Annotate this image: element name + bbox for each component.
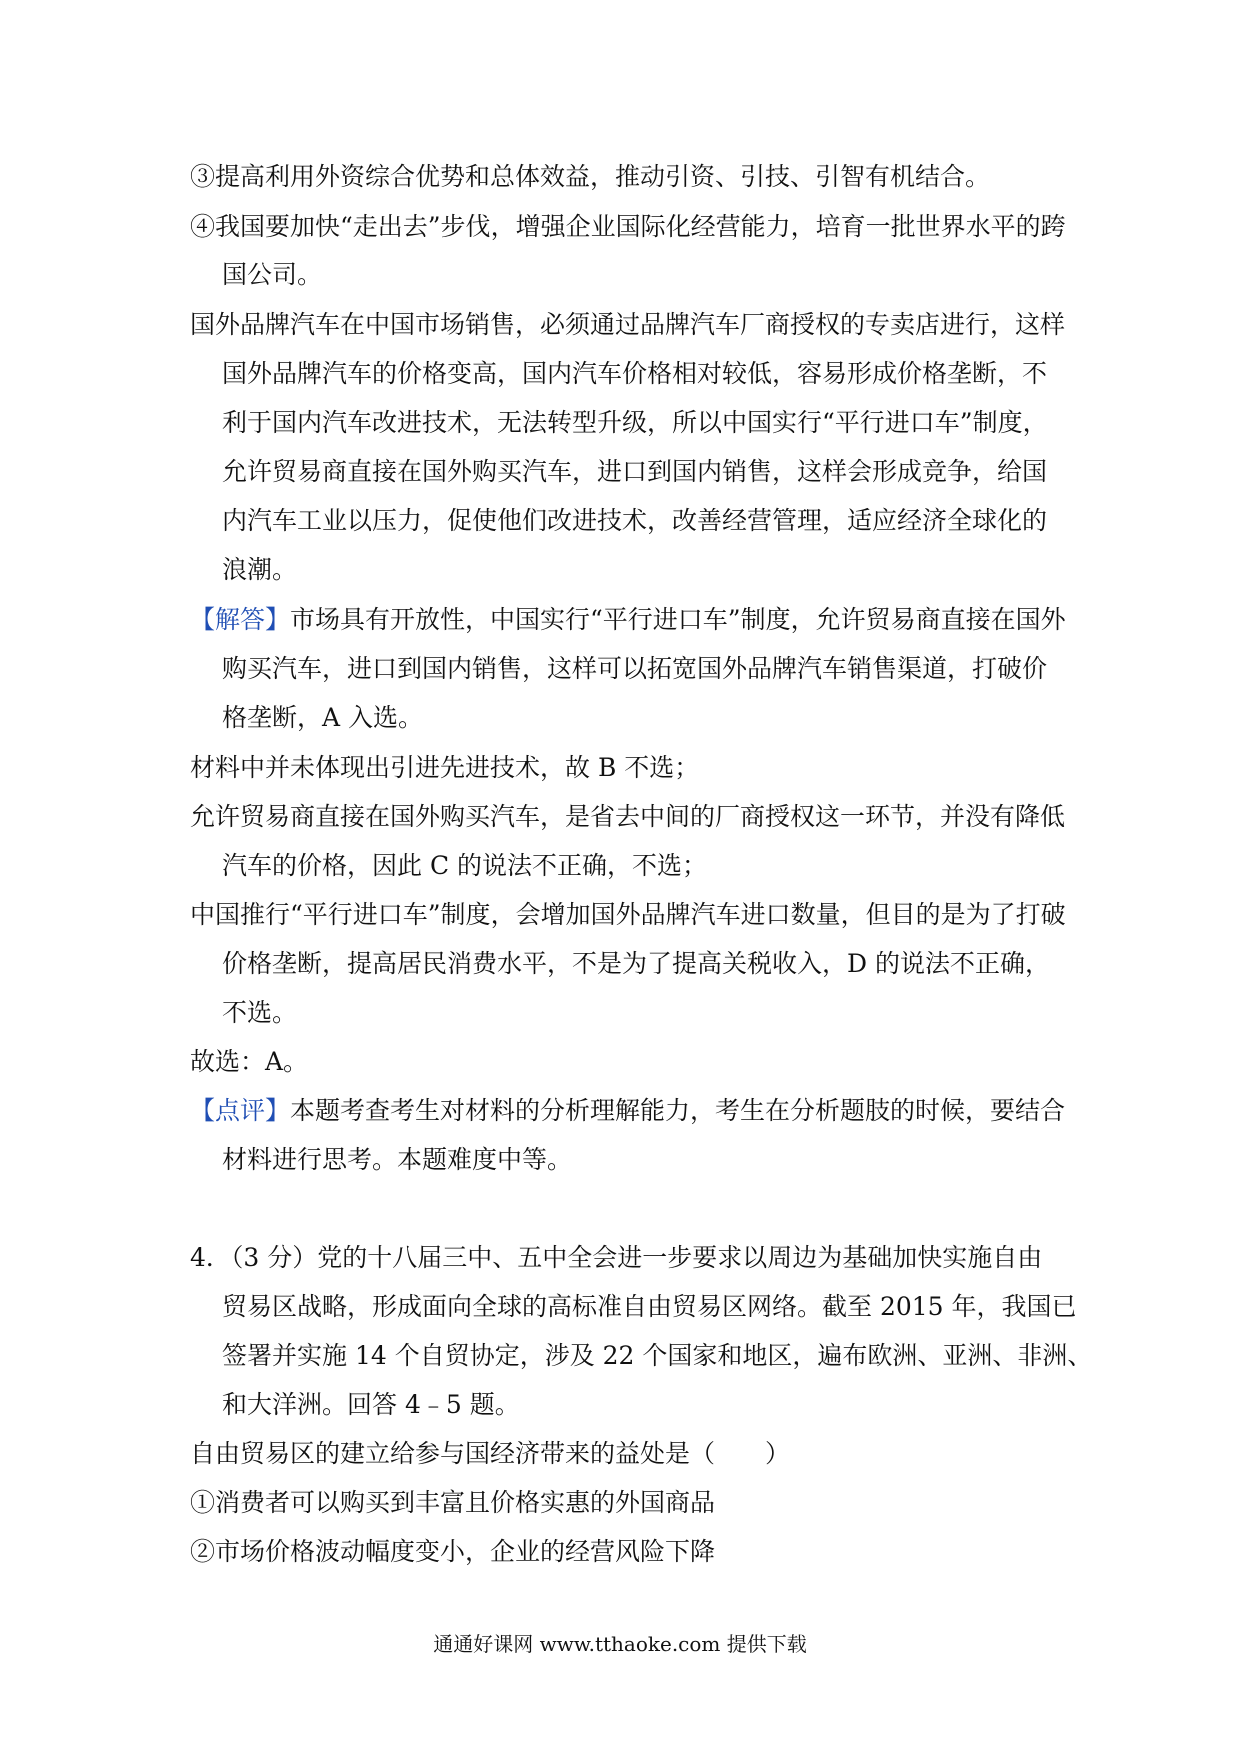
page-footer: 通通好课网 www.tthaoke.com 提供下载 xyxy=(433,1632,807,1656)
text-line: 允许贸易商直接在国外购买汽车，是省去中间的厂商授权这一环节，并没有降低 xyxy=(190,802,1066,831)
text-line: 中国推行“平行进口车”制度，会增加国外品牌汽车进口数量，但目的是为了打破 xyxy=(190,900,1066,929)
text-line: 材料进行思考。本题难度中等。 xyxy=(222,1145,573,1174)
text-line: 利于国内汽车改进技术，无法转型升级，所以中国实行“平行进口车”制度， xyxy=(222,408,1048,437)
answer-tag: 【解答】 xyxy=(190,605,291,634)
question-line: 4．（3 分）党的十八届三中、五中全会进一步要求以周边为基础加快实施自由 xyxy=(190,1243,1043,1272)
text-line: ④我国要加快“走出去”步伐，增强企业国际化经营能力，培育一批世界水平的跨 xyxy=(190,212,1066,241)
text-line: 国公司。 xyxy=(222,260,323,289)
text-line: 故选：A。 xyxy=(190,1047,309,1076)
text-line: 格垄断，A 入选。 xyxy=(222,703,424,732)
text-line: 贸易区战略，形成面向全球的高标准自由贸易区网络。截至 2015 年，我国已 xyxy=(222,1292,1077,1321)
text-line: 签署并实施 14 个自贸协定，涉及 22 个国家和地区，遍布欧洲、亚洲、非洲、 xyxy=(222,1341,1093,1370)
text-line: 内汽车工业以压力，促使他们改进技术，改善经营管理，适应经济全球化的 xyxy=(222,506,1048,535)
text-line: 和大洋洲。回答 4﹣5 题。 xyxy=(222,1390,520,1419)
option-line: ①消费者可以购买到丰富且价格实惠的外国商品 xyxy=(190,1488,716,1517)
answer-text: 市场具有开放性，中国实行“平行进口车”制度，允许贸易商直接在国外 xyxy=(290,605,1066,634)
text-line: 国外品牌汽车在中国市场销售，必须通过品牌汽车厂商授权的专卖店进行，这样 xyxy=(190,310,1066,339)
text-line: ③提高利用外资综合优势和总体效益，推动引资、引技、引智有机结合。 xyxy=(190,162,991,191)
comment-tag: 【点评】 xyxy=(190,1096,291,1125)
text-line: 价格垄断，提高居民消费水平，不是为了提高关税收入，D 的说法不正确， xyxy=(222,949,1050,978)
text-line: 不选。 xyxy=(222,998,298,1027)
comment-text: 本题考查考生对材料的分析理解能力，考生在分析题肢的时候，要结合 xyxy=(290,1096,1066,1125)
text-line: 浪潮。 xyxy=(222,555,298,584)
option-line: ②市场价格波动幅度变小，企业的经营风险下降 xyxy=(190,1537,716,1566)
answer-line xyxy=(190,604,1070,636)
text-line: 材料中并未体现出引进先进技术，故 B 不选； xyxy=(190,753,700,782)
comment-line xyxy=(190,1095,1070,1127)
text-line: 购买汽车，进口到国内销售，这样可以拓宽国外品牌汽车销售渠道，打破价 xyxy=(222,654,1048,683)
text-line: 国外品牌汽车的价格变高，国内汽车价格相对较低，容易形成价格垄断，不 xyxy=(222,359,1048,388)
text-line: 汽车的价格，因此 C 的说法不正确，不选； xyxy=(222,851,708,880)
text-line: 自由贸易区的建立给参与国经济带来的益处是（ ） xyxy=(190,1439,791,1468)
text-line: 允许贸易商直接在国外购买汽车，进口到国内销售，这样会形成竞争，给国 xyxy=(222,457,1048,486)
